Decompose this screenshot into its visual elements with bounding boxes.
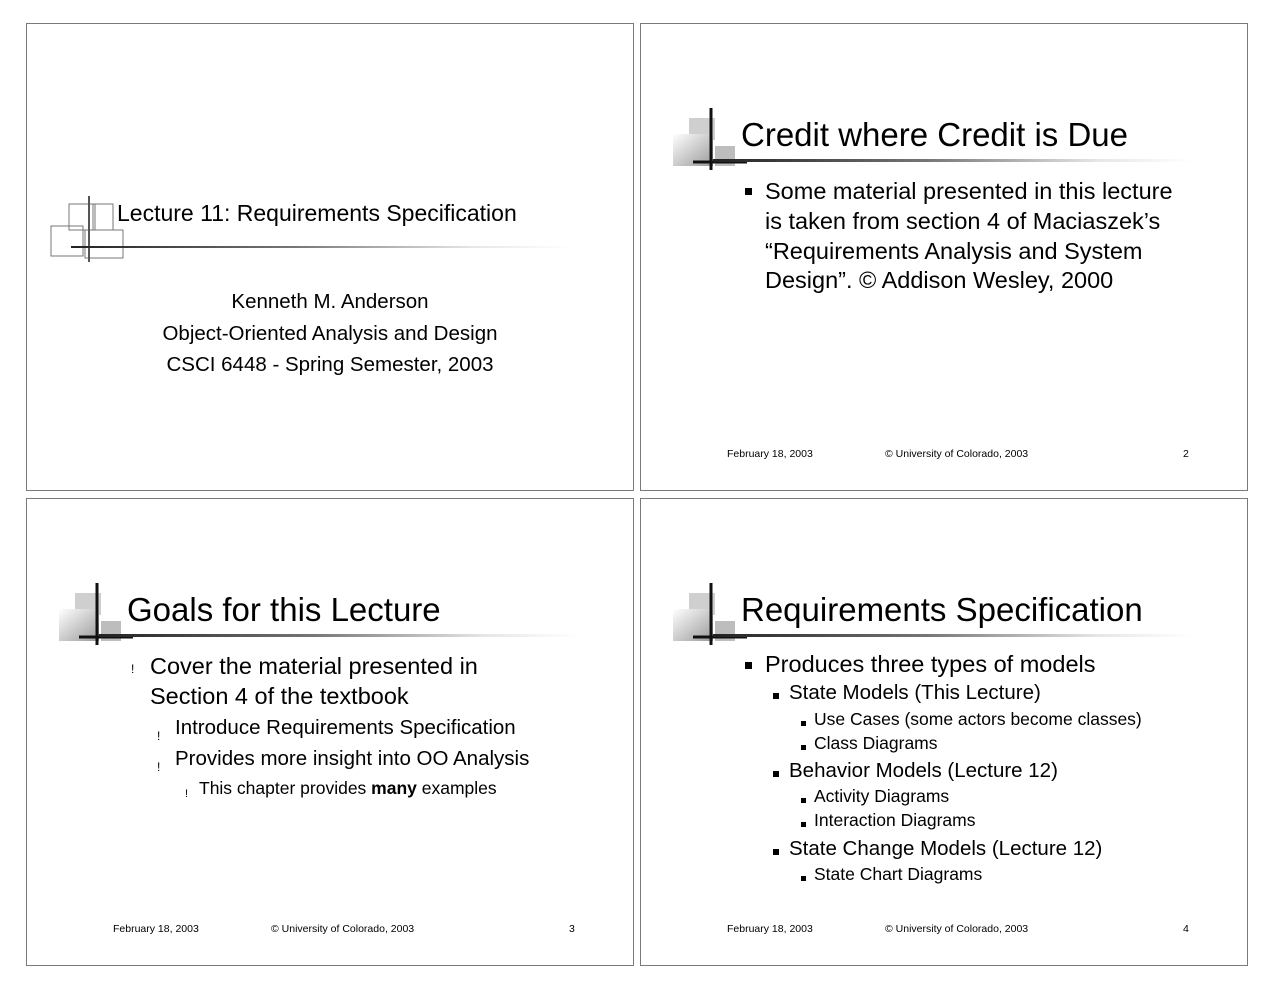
sub-sub-text-post: examples [416, 778, 497, 798]
bullet-line-1: Some material presented in this lecture [765, 178, 1173, 204]
footer-page-number: 4 [1183, 923, 1189, 935]
sub-bullet-1: Introduce Requirements Specification [175, 716, 516, 739]
sub-sub-bullet [199, 778, 497, 799]
slide-title: Goals for this Lecture [127, 591, 441, 628]
class-diagrams: Class Diagrams [814, 733, 938, 753]
use-cases: Use Cases (some actors become classes) [814, 709, 1142, 729]
slide-title: Credit where Credit is Due [741, 116, 1128, 153]
footer-copyright: © University of Colorado, 2003 [885, 448, 1029, 460]
bullet-square-icon [801, 876, 806, 881]
main-bullet: Produces three types of models [765, 651, 1096, 677]
bullet-line-2: is taken from section 4 of Maciaszek’s [765, 208, 1161, 234]
title-decoration-icon [671, 106, 751, 186]
state-models: State Models (This Lecture) [789, 681, 1041, 704]
title-decoration-icon [671, 581, 751, 661]
title-decoration-icon [57, 581, 137, 661]
bullet-glyph: ! [157, 760, 161, 774]
bullet-square-icon [801, 745, 806, 750]
sub-sub-text-pre: This chapter provides [199, 778, 372, 798]
interaction-diagrams: Interaction Diagrams [814, 810, 976, 830]
bullet-line-4: Design”. © Addison Wesley, 2000 [765, 267, 1114, 293]
bullet-square-icon [773, 693, 779, 699]
course-name: Object-Oriented Analysis and Design [162, 322, 498, 345]
bullet-line-2: Section 4 of the textbook [150, 683, 409, 709]
sub-sub-text-bold: many [371, 778, 417, 798]
footer-copyright: © University of Colorado, 2003 [885, 923, 1029, 935]
course-term: CSCI 6448 - Spring Semester, 2003 [166, 353, 494, 376]
footer-page-number: 3 [569, 923, 575, 935]
bullet-square-icon [773, 849, 779, 855]
state-change-models: State Change Models (Lecture 12) [789, 837, 1103, 860]
title-rule [99, 634, 579, 637]
activity-diagrams: Activity Diagrams [814, 786, 950, 806]
sub-bullet-2: Provides more insight into OO Analysis [175, 747, 530, 770]
slide-3 [26, 498, 634, 966]
title-rule [713, 634, 1193, 637]
bullet-glyph: ! [157, 729, 161, 743]
footer-date: February 18, 2003 [727, 448, 813, 460]
bullet-square-icon [801, 798, 806, 803]
footer-date: February 18, 2003 [727, 923, 813, 935]
bullet-square-icon [745, 662, 752, 669]
slide-title: Requirements Specification [741, 591, 1143, 628]
footer-copyright: © University of Colorado, 2003 [271, 923, 415, 935]
slide-4 [640, 498, 1248, 966]
behavior-models: Behavior Models (Lecture 12) [789, 759, 1058, 782]
bullet-line-3: “Requirements Analysis and System [765, 238, 1143, 264]
slide-title: Lecture 11: Requirements Specification [117, 200, 517, 226]
bullet-line-1: Cover the material presented in [150, 653, 478, 679]
bullet-glyph: ! [185, 788, 189, 800]
footer-page-number: 2 [1183, 448, 1189, 460]
title-rule [713, 159, 1193, 162]
slide-2 [640, 23, 1248, 491]
bullet-square-icon [773, 771, 779, 777]
bullet-square-icon [801, 822, 806, 827]
bullet-glyph: ! [131, 662, 135, 676]
author: Kenneth M. Anderson [231, 290, 429, 313]
bullet-square-icon [745, 188, 752, 195]
footer-date: February 18, 2003 [113, 923, 199, 935]
slide-1 [26, 23, 634, 491]
state-chart-diagrams: State Chart Diagrams [814, 864, 983, 884]
title-rule [71, 246, 571, 248]
bullet-square-icon [801, 721, 806, 726]
